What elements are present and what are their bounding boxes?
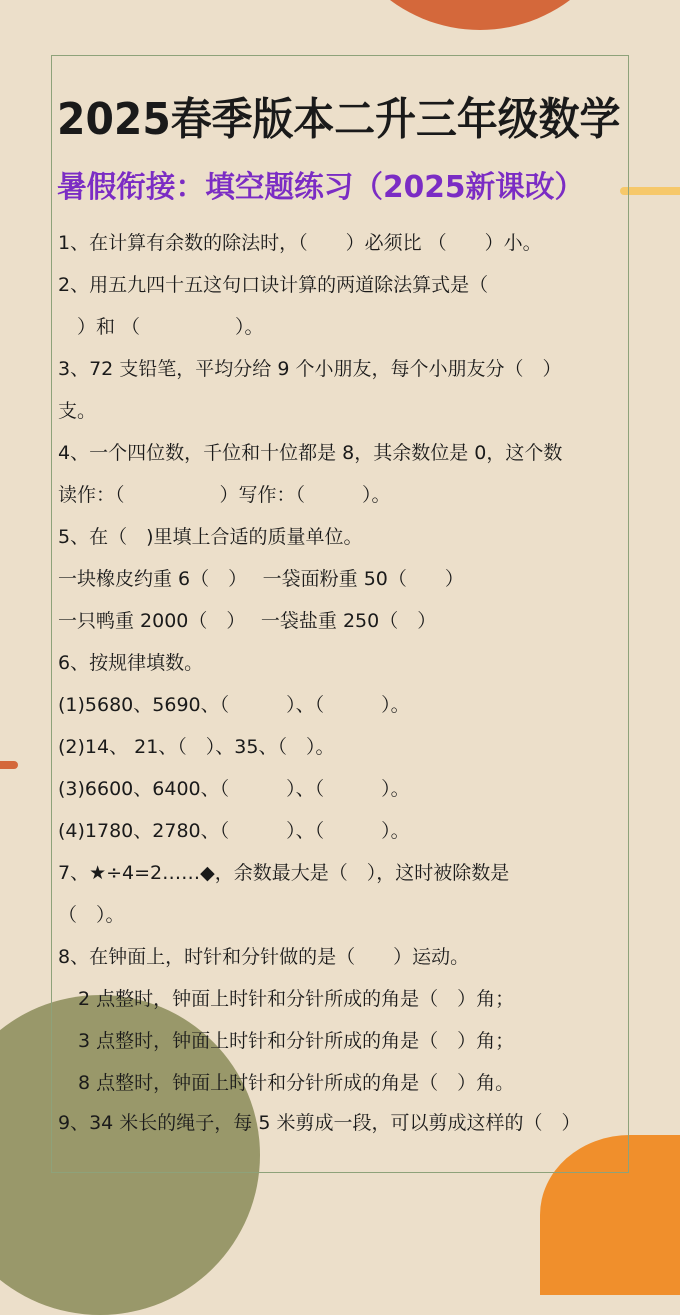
question-line: 支。 [58,400,97,422]
question-line: (1)5680、5690、（ ）、（ ）。 [58,694,410,716]
question-line: (3)6600、6400、（ ）、（ ）。 [58,778,410,800]
question-line: 6、按规律填数。 [58,652,204,674]
decor-orange-line [620,187,680,195]
decor-top-circle [330,0,630,30]
page-title: 2025春季版本二升三年级数学 [57,94,621,145]
question-line: 读作：（ ）写作：（ ）。 [58,484,391,506]
question-line: 一块橡皮约重 6（ ） 一袋面粉重 50（ ） [58,568,464,590]
question-line: 3、72 支铅笔，平均分给 9 个小朋友，每个小朋友分（ ） [58,358,562,380]
question-line: 3 点整时，钟面上时针和分针所成的角是（ ）角； [78,1030,515,1052]
question-line: ）和 （ ）。 [58,316,264,338]
question-line: 2 点整时，钟面上时针和分针所成的角是（ ）角； [78,988,515,1010]
question-line: (2)14、 21、（ ）、35、（ ）。 [58,736,335,758]
question-line: 9、34 米长的绳子，每 5 米剪成一段，可以剪成这样的（ ） [58,1112,581,1134]
question-line: 2、用五九四十五这句口诀计算的两道除法算式是（ [58,274,489,296]
question-line: 5、在（ )里填上合适的质量单位。 [58,526,363,548]
question-line: 一只鸭重 2000（ ） 一袋盐重 250（ ） [58,610,437,632]
question-line: 7、★÷4=2……◆，余数最大是（ ），这时被除数是 [58,862,510,884]
question-line: (4)1780、2780、（ ）、（ ）。 [58,820,410,842]
question-line: 8 点整时，钟面上时针和分针所成的角是（ ）角。 [78,1072,515,1094]
question-line: （ ）。 [58,904,125,926]
question-line: 1、在计算有余数的除法时，（ ）必须比 （ ）小。 [58,232,542,254]
page-subtitle: 暑假衔接：填空题练习（2025新课改） [57,170,585,205]
question-line: 4、一个四位数，千位和十位都是 8，其余数位是 0，这个数 [58,442,563,464]
question-line: 8、在钟面上，时针和分针做的是（ ）运动。 [58,946,470,968]
decor-left-tick [0,761,18,769]
